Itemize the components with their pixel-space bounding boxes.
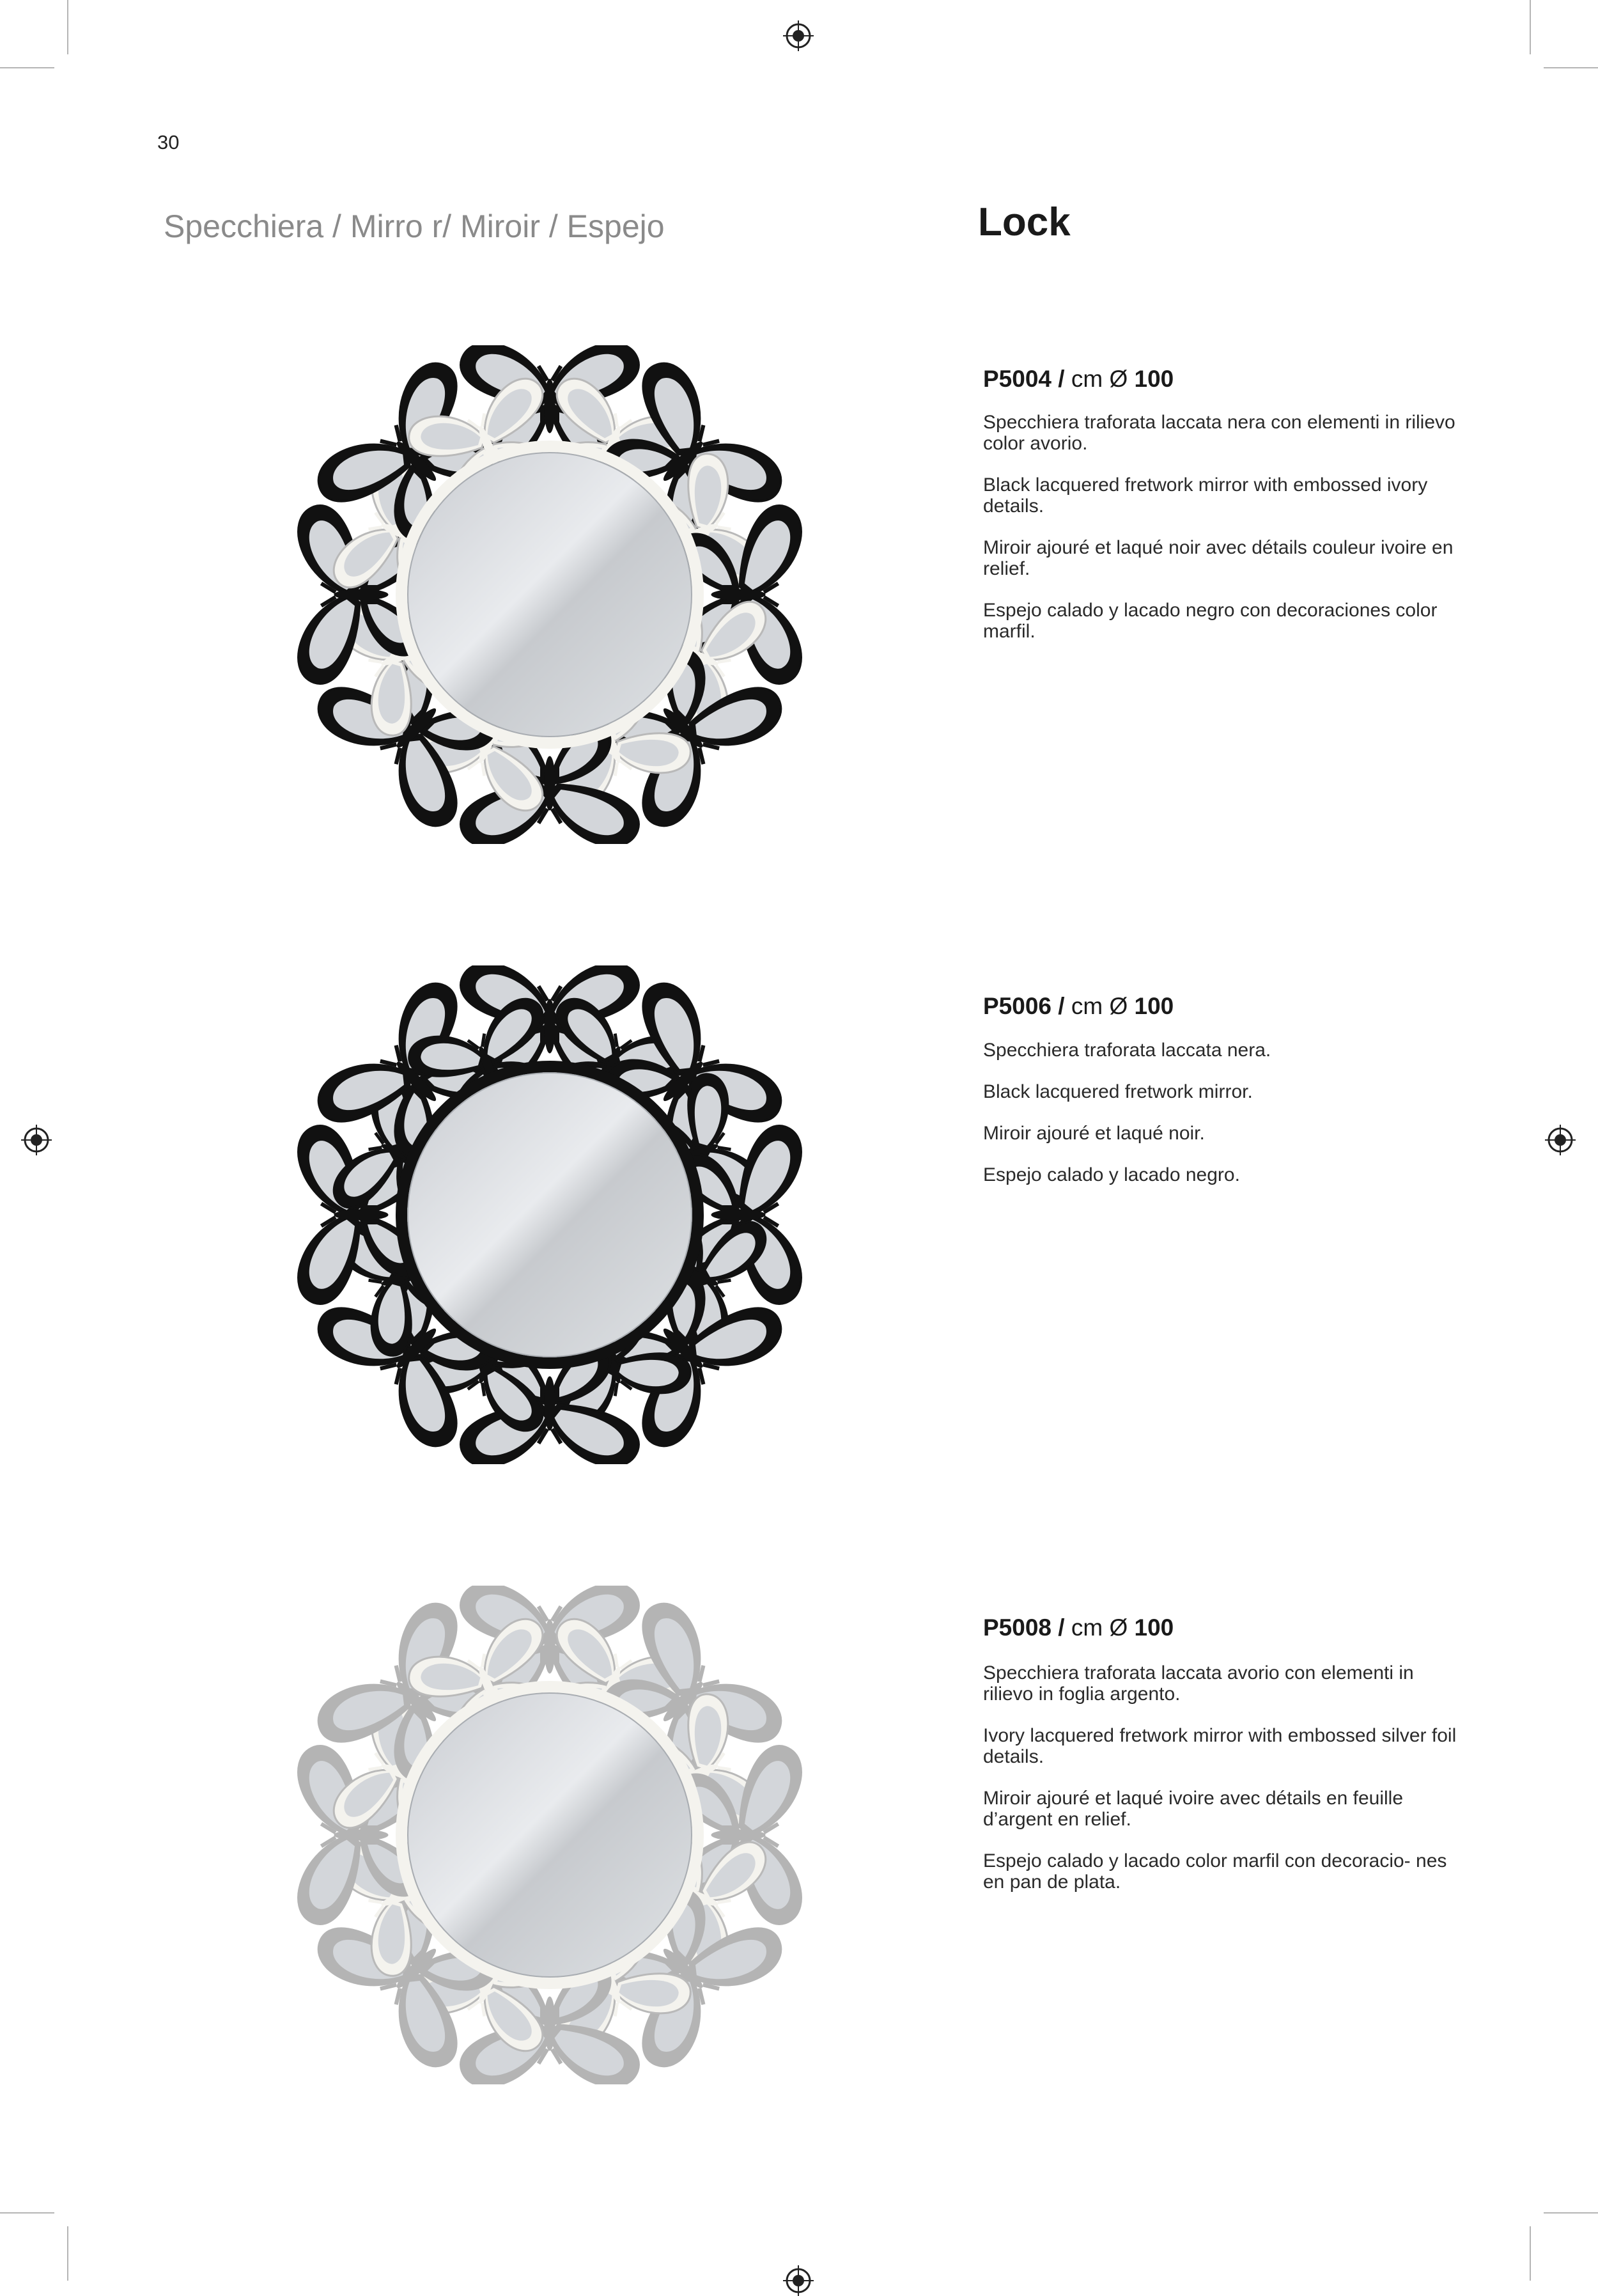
product-code: P5006 <box>983 993 1051 1019</box>
product-title <box>983 1614 1174 1641</box>
product-title <box>983 366 1174 393</box>
collection-title: Lock <box>978 200 1071 244</box>
product-separator: / <box>1051 366 1071 392</box>
description-en: Ivory lacquered fretwork mirror with embossed silver foil details. <box>983 1725 1457 1767</box>
description-fr: Miroir ajouré et laqué ivoire avec détails en feuille d’argent en relief. <box>983 1788 1404 1830</box>
crop-mark <box>1544 67 1598 68</box>
product-size: 100 <box>1134 993 1174 1019</box>
crop-mark <box>1530 0 1531 54</box>
description-en: Black lacquered fretwork mirror with embossed ivory details. <box>983 474 1428 517</box>
page-number: 30 <box>157 131 180 153</box>
product-code: P5004 <box>983 366 1051 392</box>
description-it: Specchiera traforata laccata avorio con elementi in rilievo in foglia argento. <box>983 1662 1414 1705</box>
registration-mark-icon <box>21 1125 52 1155</box>
description-it: Specchiera traforata laccata nera con elementi in rilievo color avorio. <box>983 412 1455 454</box>
mirror-illustration-p5006 <box>291 965 809 1464</box>
description-es: Espejo calado y lacado color marfil con decoracio- nes en pan de plata. <box>983 1850 1447 1893</box>
product-size: 100 <box>1134 1614 1174 1641</box>
product-description <box>983 412 1462 642</box>
crop-mark <box>0 67 54 68</box>
description-es: Espejo calado y lacado negro. <box>983 1164 1240 1185</box>
crop-mark <box>0 2212 54 2214</box>
category-title: Specchiera / Mirro r/ Miroir / Espejo <box>164 208 665 244</box>
description-en: Black lacquered fretwork mirror. <box>983 1081 1253 1102</box>
registration-mark-icon <box>783 20 814 51</box>
registration-mark-icon <box>783 2265 814 2296</box>
crop-mark <box>67 0 68 54</box>
product-description <box>983 1662 1462 1893</box>
product-unit: cm Ø <box>1071 1614 1128 1641</box>
product-separator: / <box>1051 1614 1071 1641</box>
product-separator: / <box>1051 993 1071 1019</box>
crop-mark <box>1544 2212 1598 2214</box>
mirror-illustration-p5004 <box>291 345 809 844</box>
description-it: Specchiera traforata laccata nera. <box>983 1040 1271 1061</box>
crop-mark <box>67 2226 68 2281</box>
description-fr: Miroir ajouré et laqué noir avec détails couleur ivoire en relief. <box>983 537 1454 579</box>
crop-mark <box>1530 2226 1531 2281</box>
description-es: Espejo calado y lacado negro con decoraciones color marfil. <box>983 600 1438 642</box>
product-size: 100 <box>1134 366 1174 392</box>
mirror-illustration-p5008 <box>291 1586 809 2084</box>
product-description <box>983 1040 1462 1185</box>
product-unit: cm Ø <box>1071 366 1128 392</box>
registration-mark-icon <box>1545 1125 1576 1155</box>
description-fr: Miroir ajouré et laqué noir. <box>983 1123 1205 1144</box>
product-code: P5008 <box>983 1614 1051 1641</box>
product-title <box>983 993 1174 1020</box>
product-unit: cm Ø <box>1071 993 1128 1019</box>
